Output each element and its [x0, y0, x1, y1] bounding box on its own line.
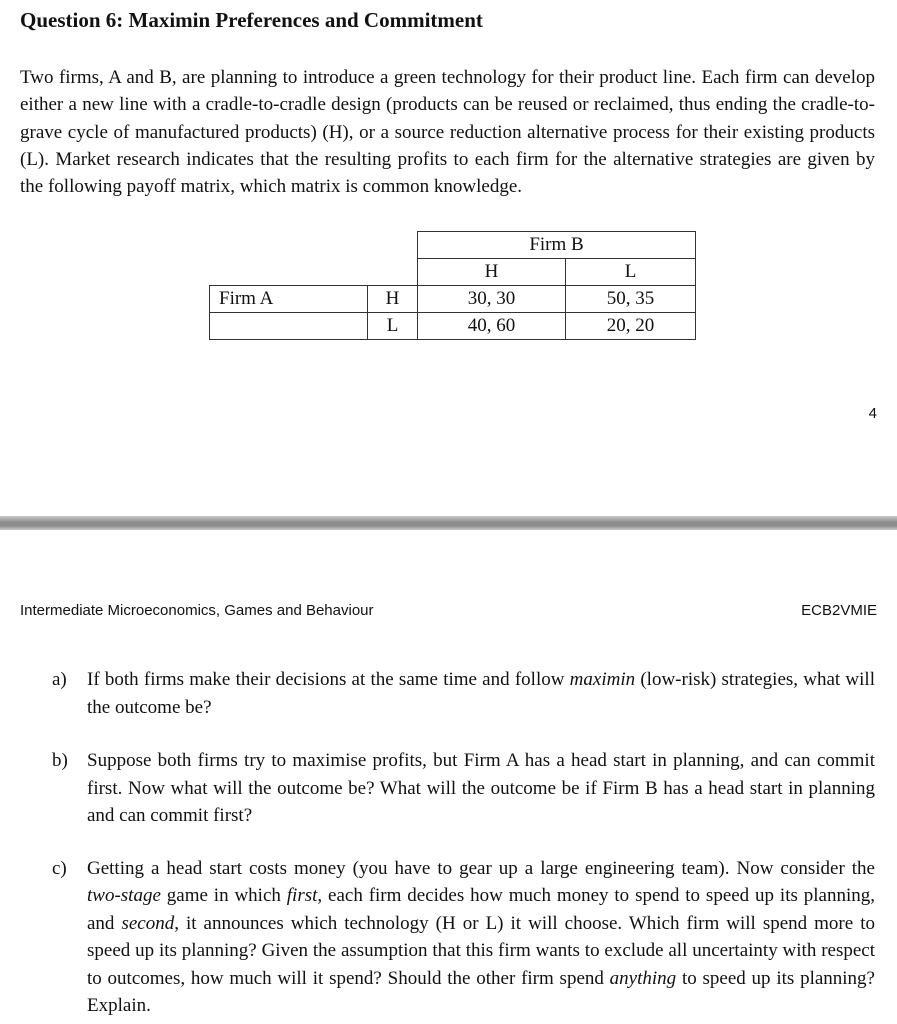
- payoff-row-l: [210, 313, 696, 340]
- part-label: a): [52, 669, 67, 690]
- part-label: c): [52, 857, 67, 879]
- column-strategy-h: H: [418, 259, 566, 286]
- payoff-header-row: [210, 232, 696, 259]
- page-number: 4: [868, 405, 877, 422]
- page-break-divider: [0, 516, 897, 530]
- part-c: [52, 855, 875, 1020]
- course-title: Intermediate Microeconomics, Games and Behaviour: [20, 602, 374, 619]
- row-strategy-l: L: [368, 313, 418, 340]
- part-b-text: Suppose both firms try to maximise profits, but Firm A has a head start in planning, and can commit first. Now what will the outcome be? What will the outcome be if Firm B has a head start in planning and can commit first?: [87, 750, 875, 826]
- part-label: b): [52, 750, 68, 771]
- column-strategy-l: L: [566, 259, 696, 286]
- course-code: ECB2VMIE: [801, 602, 877, 619]
- payoff-strategy-row: [210, 259, 696, 286]
- payoff-matrix: [209, 231, 696, 340]
- payoff-cell-lh: 40, 60: [418, 313, 566, 340]
- column-player-label: Firm B: [418, 232, 696, 259]
- payoff-cell-hh: 30, 30: [418, 286, 566, 313]
- question-intro: Two firms, A and B, are planning to introduce a green technology for their product line. Each firm can develop either a new line with a cradle-to-cradle design (products can be reused or reclaimed, thus ending the cradle-to-grave cycle of manufactured products) (H), or a source reduction alternative process for their existing products (L). Market research indicates that the resulting profits to each firm for the alternative strategies are given by the following payoff matrix, which matrix is common knowledge.: [20, 67, 875, 198]
- payoff-cell-ll: 20, 20: [566, 313, 696, 340]
- payoff-cell-hl: 50, 35: [566, 286, 696, 313]
- part-c-text: Getting a head start costs money (you have to gear up a large engineering team). Now consider the two-stage game in which first, each firm decides how much money to spend to speed up its planning, and second, it announces which technology (H or L) it will choose. Which firm will spend more to speed up its planning? Given the assumption that this firm wants to exclude all uncertainty with respect to outcomes, how much will it spend? Should the other firm spend anything to speed up its planning? Explain.: [87, 857, 876, 1016]
- part-a: [52, 666, 875, 721]
- row-player-label: Firm A: [210, 286, 368, 313]
- row-player-blank: [210, 313, 368, 340]
- question-parts: [52, 666, 875, 1020]
- question-title: Question 6: Maximin Preferences and Commitment: [20, 8, 483, 32]
- part-b: [52, 747, 875, 830]
- payoff-row-h: [210, 286, 696, 313]
- part-a-text: If both firms make their decisions at the same time and follow maximin (low-risk) strategies, what will the outcome be?: [87, 669, 875, 718]
- row-strategy-h: H: [368, 286, 418, 313]
